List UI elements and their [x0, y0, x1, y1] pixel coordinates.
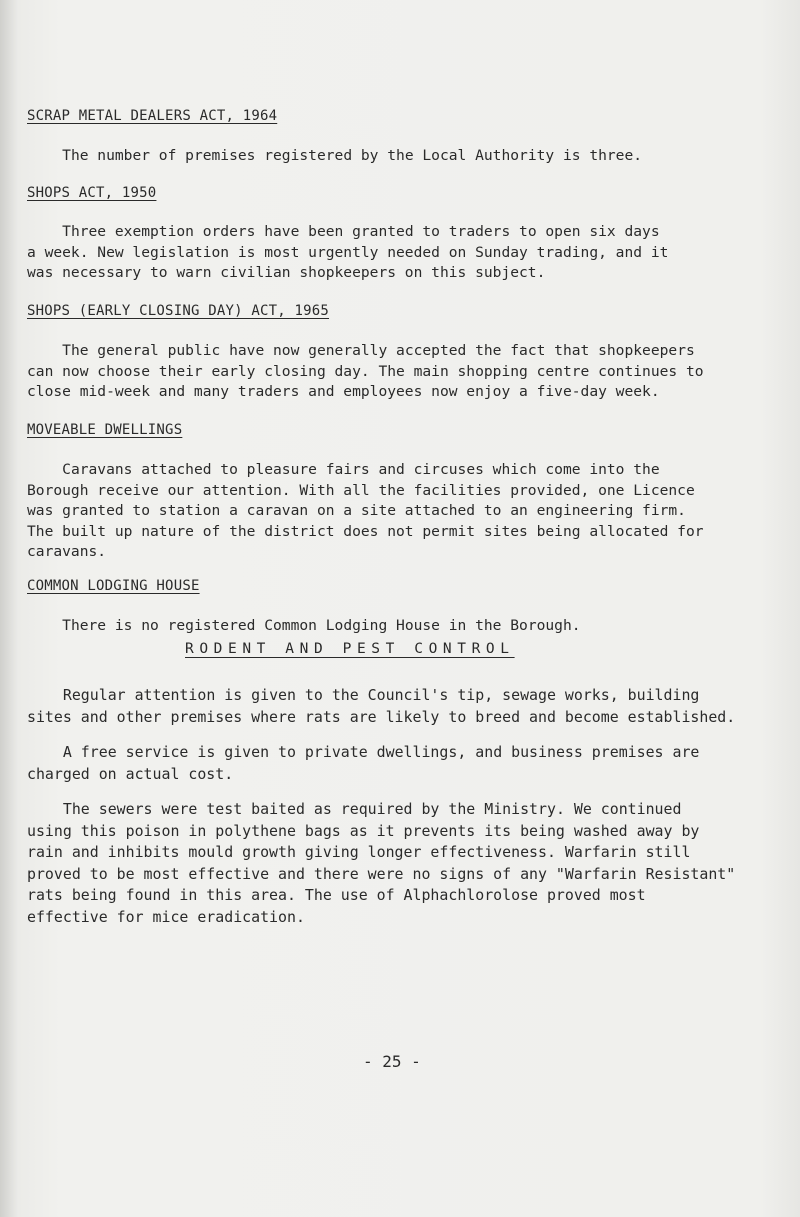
paragraph-scrap-metal: The number of premises registered by the Local Authority is three.: [27, 147, 643, 164]
paragraph-shops-act: Three exemption orders have been granted to traders to open six days a week. New legislation is most urgently needed on Sunday trading, and it was necessary to warn civilian shopkeepers on this subject.: [27, 223, 669, 281]
heading-scrap-metal-dealers-act: SCRAP METAL DEALERS ACT, 1964: [27, 108, 278, 124]
paragraph-moveable-dwellings: Caravans attached to pleasure fairs and circuses which come into the Borough receive our attention. With all the facilities provided, one Licence was granted to station a caravan on a site attached to an engineering firm. The built up nature of the district does not permit sites being allocated for caravans.: [27, 461, 704, 560]
heading-rodent-pest-control: RODENT AND PEST CONTROL: [185, 641, 515, 657]
heading-early-closing-day-act: SHOPS (EARLY CLOSING DAY) ACT, 1965: [27, 303, 330, 319]
paragraph-rodent-free-service: A free service is given to private dwellings, and business premises are charged on actual cost.: [27, 743, 700, 783]
paragraph-rodent-regular-attention: Regular attention is given to the Council's tip, sewage works, building sites and other premises where rats are likely to breed and become established.: [27, 686, 736, 726]
paragraph-rodent-sewers: The sewers were test baited as required by the Ministry. We continued using this poison in polythene bags as it prevents its being washed away by rain and inhibits mould growth giving longer effectiveness. Warfarin still proved to be most effective and there were no signs of any "Warfarin Resistant" rats being found in this area. The use of Alphachlorolose proved most effective for mice eradication.: [27, 800, 736, 926]
heading-moveable-dwellings: MOVEABLE DWELLINGS: [27, 422, 183, 438]
paragraph-early-closing: The general public have now generally accepted the fact that shopkeepers can now choose their early closing day. The main shopping centre continues to close mid-week and many traders and employees now enjoy a five-day week.: [27, 342, 704, 400]
paragraph-common-lodging-house: There is no registered Common Lodging House in the Borough.: [27, 617, 581, 634]
heading-shops-act: SHOPS ACT, 1950: [27, 185, 157, 201]
page-number: - 25 -: [363, 1052, 421, 1071]
heading-common-lodging-house: COMMON LODGING HOUSE: [27, 578, 200, 594]
